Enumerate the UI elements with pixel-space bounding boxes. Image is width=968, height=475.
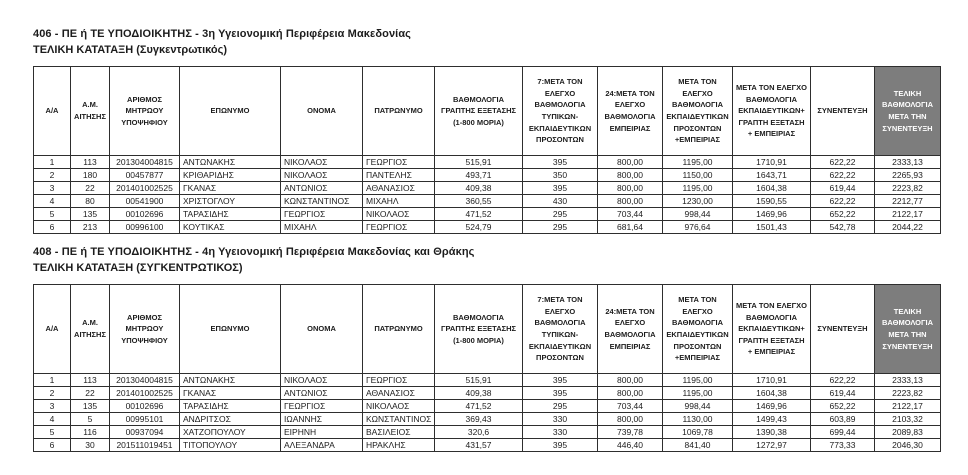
header-row xyxy=(34,67,941,156)
cell-meta-elegxo-grapti-empeirias: 1390,38 xyxy=(733,426,811,439)
cell-meta-elegxo-prosonton-empeirias: 1195,00 xyxy=(663,374,733,387)
column-header-meta-elegxo-typikon: 7:ΜΕΤΑ ΤΟΝ ΕΛΕΓΧΟ ΒΑΘΜΟΛΟΓΙΑ ΤΥΠΙΚΩΝ-ΕΚΠΑΙΔΕΥΤΙΚΩΝ ΠΡΟΣΟΝΤΩΝ xyxy=(523,285,598,374)
cell-am-aitisis: 113 xyxy=(71,156,110,169)
cell-eponymo: ΧΑΤΖΟΠΟΥΛΟΥ xyxy=(180,426,281,439)
ranking-table-406 xyxy=(33,66,941,234)
cell-meta-elegxo-empeirias: 703,44 xyxy=(598,208,663,221)
cell-meta-elegxo-typikon: 330 xyxy=(523,413,598,426)
cell-eponymo: ΑΝΔΡΙΤΣΟΣ xyxy=(180,413,281,426)
cell-teliki-vathmologia: 2046,30 xyxy=(875,439,941,452)
column-header-vathmologia-graptis: ΒΑΘΜΟΛΟΓΙΑ ΓΡΑΠΤΗΣ ΕΞΕΤΑΣΗΣ (1-800 ΜΟΡΙΑ) xyxy=(435,285,523,374)
cell-meta-elegxo-typikon: 295 xyxy=(523,208,598,221)
cell-eponymo: ΤΑΡΑΣΙΔΗΣ xyxy=(180,400,281,413)
section-subtitle-408: ΤΕΛΙΚΗ ΚΑΤΑΤΑΞΗ (ΣΥΓΚΕΝΤΡΩΤΙΚΟΣ) xyxy=(33,262,243,274)
cell-meta-elegxo-grapti-empeirias: 1604,38 xyxy=(733,387,811,400)
column-header-vathmologia-graptis: ΒΑΘΜΟΛΟΓΙΑ ΓΡΑΠΤΗΣ ΕΞΕΤΑΣΗΣ (1-800 ΜΟΡΙΑ) xyxy=(435,67,523,156)
cell-aa: 6 xyxy=(34,221,71,234)
column-header-am-aitisis: Α.Μ. ΑΙΤΗΣΗΣ xyxy=(71,285,110,374)
cell-arithmos-mitroou: 00937094 xyxy=(110,426,180,439)
ranking-table-408 xyxy=(33,284,941,452)
cell-arithmos-mitroou: 201511019451 xyxy=(110,439,180,452)
cell-arithmos-mitroou: 00102696 xyxy=(110,400,180,413)
cell-arithmos-mitroou: 201304004815 xyxy=(110,156,180,169)
cell-patronymo: ΑΘΑΝΑΣΙΟΣ xyxy=(363,387,435,400)
cell-patronymo: ΝΙΚΟΛΑΟΣ xyxy=(363,208,435,221)
cell-patronymo: ΓΕΩΡΓΙΟΣ xyxy=(363,156,435,169)
cell-aa: 3 xyxy=(34,182,71,195)
cell-patronymo: ΜΙΧΑΗΛ xyxy=(363,195,435,208)
column-header-eponymo: ΕΠΩΝΥΜΟ xyxy=(180,285,281,374)
cell-synentefxi: 652,22 xyxy=(811,208,875,221)
cell-arithmos-mitroou: 201401002525 xyxy=(110,387,180,400)
cell-meta-elegxo-typikon: 395 xyxy=(523,374,598,387)
cell-meta-elegxo-prosonton-empeirias: 998,44 xyxy=(663,208,733,221)
cell-meta-elegxo-empeirias: 800,00 xyxy=(598,374,663,387)
cell-meta-elegxo-grapti-empeirias: 1710,91 xyxy=(733,374,811,387)
cell-meta-elegxo-typikon: 395 xyxy=(523,182,598,195)
cell-vathmologia-graptis: 471,52 xyxy=(435,400,523,413)
cell-synentefxi: 622,22 xyxy=(811,374,875,387)
cell-onoma: ΝΙΚΟΛΑΟΣ xyxy=(281,374,363,387)
cell-eponymo: ΓΚΑΝΑΣ xyxy=(180,387,281,400)
cell-meta-elegxo-typikon: 395 xyxy=(523,387,598,400)
cell-onoma: ΓΕΩΡΓΙΟΣ xyxy=(281,400,363,413)
table-row xyxy=(34,374,941,387)
cell-meta-elegxo-empeirias: 800,00 xyxy=(598,195,663,208)
cell-am-aitisis: 22 xyxy=(71,387,110,400)
cell-synentefxi: 603,89 xyxy=(811,413,875,426)
cell-teliki-vathmologia: 2122,17 xyxy=(875,400,941,413)
cell-teliki-vathmologia: 2223,82 xyxy=(875,182,941,195)
cell-onoma: ΝΙΚΟΛΑΟΣ xyxy=(281,156,363,169)
table-row xyxy=(34,169,941,182)
cell-synentefxi: 622,22 xyxy=(811,195,875,208)
ranking-section-408 xyxy=(33,244,968,452)
table-row xyxy=(34,221,941,234)
cell-meta-elegxo-grapti-empeirias: 1469,96 xyxy=(733,400,811,413)
cell-onoma: ΙΩΑΝΝΗΣ xyxy=(281,413,363,426)
cell-arithmos-mitroou: 00995101 xyxy=(110,413,180,426)
cell-aa: 6 xyxy=(34,439,71,452)
cell-am-aitisis: 113 xyxy=(71,374,110,387)
column-header-synentefxi: ΣΥΝΕΝΤΕΥΞΗ xyxy=(811,285,875,374)
cell-am-aitisis: 180 xyxy=(71,169,110,182)
cell-vathmologia-graptis: 524,79 xyxy=(435,221,523,234)
column-header-meta-elegxo-typikon: 7:ΜΕΤΑ ΤΟΝ ΕΛΕΓΧΟ ΒΑΘΜΟΛΟΓΙΑ ΤΥΠΙΚΩΝ-ΕΚΠΑΙΔΕΥΤΙΚΩΝ ΠΡΟΣΟΝΤΩΝ xyxy=(523,67,598,156)
cell-aa: 1 xyxy=(34,156,71,169)
cell-patronymo: ΚΩΝΣΤΑΝΤΙΝΟΣ xyxy=(363,413,435,426)
cell-meta-elegxo-prosonton-empeirias: 1130,00 xyxy=(663,413,733,426)
cell-teliki-vathmologia: 2103,32 xyxy=(875,413,941,426)
column-header-patronymo: ΠΑΤΡΩΝΥΜΟ xyxy=(363,285,435,374)
cell-synentefxi: 652,22 xyxy=(811,400,875,413)
cell-meta-elegxo-grapti-empeirias: 1501,43 xyxy=(733,221,811,234)
column-header-aa: Α/Α xyxy=(34,67,71,156)
cell-vathmologia-graptis: 409,38 xyxy=(435,387,523,400)
cell-meta-elegxo-empeirias: 446,40 xyxy=(598,439,663,452)
cell-synentefxi: 699,44 xyxy=(811,426,875,439)
cell-am-aitisis: 30 xyxy=(71,439,110,452)
cell-aa: 2 xyxy=(34,387,71,400)
cell-aa: 1 xyxy=(34,374,71,387)
cell-eponymo: ΚΡΙΘΑΡΙΔΗΣ xyxy=(180,169,281,182)
cell-patronymo: ΒΑΣΙΛΕΙΟΣ xyxy=(363,426,435,439)
cell-aa: 5 xyxy=(34,208,71,221)
cell-eponymo: ΧΡΙΣΤΟΓΛΟΥ xyxy=(180,195,281,208)
table-row xyxy=(34,426,941,439)
cell-vathmologia-graptis: 409,38 xyxy=(435,182,523,195)
table-row xyxy=(34,195,941,208)
cell-meta-elegxo-empeirias: 800,00 xyxy=(598,169,663,182)
cell-meta-elegxo-prosonton-empeirias: 976,64 xyxy=(663,221,733,234)
cell-arithmos-mitroou: 00996100 xyxy=(110,221,180,234)
cell-meta-elegxo-empeirias: 800,00 xyxy=(598,413,663,426)
cell-onoma: ΑΝΤΩΝΙΟΣ xyxy=(281,182,363,195)
cell-meta-elegxo-typikon: 295 xyxy=(523,400,598,413)
column-header-teliki-vathmologia: ΤΕΛΙΚΗ ΒΑΘΜΟΛΟΓΙΑ ΜΕΤΑ ΤΗΝ ΣΥΝΕΝΤΕΥΞΗ xyxy=(875,67,941,156)
cell-vathmologia-graptis: 431,57 xyxy=(435,439,523,452)
table-row xyxy=(34,182,941,195)
cell-aa: 3 xyxy=(34,400,71,413)
column-header-meta-elegxo-grapti-empeirias: ΜΕΤΑ ΤΟΝ ΕΛΕΓΧΟ ΒΑΘΜΟΛΟΓΙΑ ΕΚΠΑΙΔΕΥΤΙΚΩΝ+ ΓΡΑΠΤΗ ΕΞΕΤΑΣΗ + ΕΜΠΕΙΡΙΑΣ xyxy=(733,285,811,374)
cell-meta-elegxo-empeirias: 800,00 xyxy=(598,387,663,400)
cell-vathmologia-graptis: 515,91 xyxy=(435,156,523,169)
cell-synentefxi: 622,22 xyxy=(811,169,875,182)
cell-teliki-vathmologia: 2333,13 xyxy=(875,374,941,387)
cell-patronymo: ΠΑΝΤΕΛΗΣ xyxy=(363,169,435,182)
cell-synentefxi: 622,22 xyxy=(811,156,875,169)
cell-meta-elegxo-prosonton-empeirias: 1069,78 xyxy=(663,426,733,439)
cell-teliki-vathmologia: 2212,77 xyxy=(875,195,941,208)
cell-am-aitisis: 135 xyxy=(71,400,110,413)
cell-eponymo: ΑΝΤΩΝΑΚΗΣ xyxy=(180,374,281,387)
table-row xyxy=(34,413,941,426)
cell-meta-elegxo-prosonton-empeirias: 1195,00 xyxy=(663,387,733,400)
cell-meta-elegxo-grapti-empeirias: 1643,71 xyxy=(733,169,811,182)
cell-eponymo: ΤΑΡΑΣΙΔΗΣ xyxy=(180,208,281,221)
cell-meta-elegxo-typikon: 395 xyxy=(523,156,598,169)
cell-meta-elegxo-empeirias: 703,44 xyxy=(598,400,663,413)
table-row xyxy=(34,387,941,400)
cell-meta-elegxo-grapti-empeirias: 1272,97 xyxy=(733,439,811,452)
cell-meta-elegxo-empeirias: 681,64 xyxy=(598,221,663,234)
cell-onoma: ΓΕΩΡΓΙΟΣ xyxy=(281,208,363,221)
cell-aa: 4 xyxy=(34,413,71,426)
cell-meta-elegxo-prosonton-empeirias: 1230,00 xyxy=(663,195,733,208)
column-header-teliki-vathmologia: ΤΕΛΙΚΗ ΒΑΘΜΟΛΟΓΙΑ ΜΕΤΑ ΤΗΝ ΣΥΝΕΝΤΕΥΞΗ xyxy=(875,285,941,374)
cell-patronymo: ΝΙΚΟΛΑΟΣ xyxy=(363,400,435,413)
cell-meta-elegxo-prosonton-empeirias: 841,40 xyxy=(663,439,733,452)
cell-vathmologia-graptis: 493,71 xyxy=(435,169,523,182)
cell-onoma: ΚΩΝΣΤΑΝΤΙΝΟΣ xyxy=(281,195,363,208)
cell-vathmologia-graptis: 471,52 xyxy=(435,208,523,221)
cell-meta-elegxo-prosonton-empeirias: 1195,00 xyxy=(663,182,733,195)
column-header-eponymo: ΕΠΩΝΥΜΟ xyxy=(180,67,281,156)
cell-arithmos-mitroou: 00102696 xyxy=(110,208,180,221)
cell-meta-elegxo-prosonton-empeirias: 998,44 xyxy=(663,400,733,413)
cell-patronymo: ΗΡΑΚΛΗΣ xyxy=(363,439,435,452)
cell-aa: 4 xyxy=(34,195,71,208)
cell-meta-elegxo-typikon: 330 xyxy=(523,426,598,439)
column-header-arithmos-mitroou: ΑΡΙΘΜΟΣ ΜΗΤΡΩΟΥ ΥΠΟΨΗΦΙΟΥ xyxy=(110,67,180,156)
cell-synentefxi: 619,44 xyxy=(811,182,875,195)
cell-meta-elegxo-grapti-empeirias: 1499,43 xyxy=(733,413,811,426)
cell-vathmologia-graptis: 360,55 xyxy=(435,195,523,208)
cell-synentefxi: 619,44 xyxy=(811,387,875,400)
cell-onoma: ΕΙΡΗΝΗ xyxy=(281,426,363,439)
cell-meta-elegxo-grapti-empeirias: 1469,96 xyxy=(733,208,811,221)
cell-synentefxi: 542,78 xyxy=(811,221,875,234)
cell-teliki-vathmologia: 2333,13 xyxy=(875,156,941,169)
cell-aa: 2 xyxy=(34,169,71,182)
table-row xyxy=(34,156,941,169)
cell-meta-elegxo-typikon: 350 xyxy=(523,169,598,182)
column-header-patronymo: ΠΑΤΡΩΝΥΜΟ xyxy=(363,67,435,156)
cell-meta-elegxo-grapti-empeirias: 1604,38 xyxy=(733,182,811,195)
column-header-am-aitisis: Α.Μ. ΑΙΤΗΣΗΣ xyxy=(71,67,110,156)
column-header-onoma: ΟΝΟΜΑ xyxy=(281,67,363,156)
cell-meta-elegxo-typikon: 430 xyxy=(523,195,598,208)
cell-eponymo: ΑΝΤΩΝΑΚΗΣ xyxy=(180,156,281,169)
cell-meta-elegxo-typikon: 295 xyxy=(523,221,598,234)
column-header-arithmos-mitroou: ΑΡΙΘΜΟΣ ΜΗΤΡΩΟΥ ΥΠΟΨΗΦΙΟΥ xyxy=(110,285,180,374)
cell-vathmologia-graptis: 515,91 xyxy=(435,374,523,387)
cell-eponymo: ΚΟΥΤΙΚΑΣ xyxy=(180,221,281,234)
cell-arithmos-mitroou: 00457877 xyxy=(110,169,180,182)
header-row xyxy=(34,285,941,374)
cell-teliki-vathmologia: 2223,82 xyxy=(875,387,941,400)
cell-meta-elegxo-prosonton-empeirias: 1150,00 xyxy=(663,169,733,182)
cell-vathmologia-graptis: 369,43 xyxy=(435,413,523,426)
cell-am-aitisis: 213 xyxy=(71,221,110,234)
section-title-408: 408 - ΠΕ ή ΤΕ ΥΠΟΔΙΟΙΚΗΤΗΣ - 4η Υγειονομική Περιφέρεια Μακεδονίας και Θράκης xyxy=(33,246,475,258)
cell-meta-elegxo-typikon: 395 xyxy=(523,439,598,452)
cell-onoma: ΝΙΚΟΛΑΟΣ xyxy=(281,169,363,182)
table-row xyxy=(34,208,941,221)
cell-am-aitisis: 135 xyxy=(71,208,110,221)
column-header-onoma: ΟΝΟΜΑ xyxy=(281,285,363,374)
cell-vathmologia-graptis: 320,6 xyxy=(435,426,523,439)
ranking-section-406 xyxy=(33,26,968,234)
table-row xyxy=(34,439,941,452)
cell-meta-elegxo-grapti-empeirias: 1710,91 xyxy=(733,156,811,169)
cell-teliki-vathmologia: 2265,93 xyxy=(875,169,941,182)
cell-aa: 5 xyxy=(34,426,71,439)
cell-patronymo: ΑΘΑΝΑΣΙΟΣ xyxy=(363,182,435,195)
cell-meta-elegxo-empeirias: 800,00 xyxy=(598,182,663,195)
cell-patronymo: ΓΕΩΡΓΙΟΣ xyxy=(363,221,435,234)
column-header-aa: Α/Α xyxy=(34,285,71,374)
column-header-meta-elegxo-empeirias: 24:ΜΕΤΑ ΤΟΝ ΕΛΕΓΧΟ ΒΑΘΜΟΛΟΓΙΑ ΕΜΠΕΙΡΙΑΣ xyxy=(598,67,663,156)
cell-synentefxi: 773,33 xyxy=(811,439,875,452)
cell-arithmos-mitroou: 00541900 xyxy=(110,195,180,208)
cell-onoma: ΑΝΤΩΝΙΟΣ xyxy=(281,387,363,400)
cell-onoma: ΑΛΕΞΑΝΔΡΑ xyxy=(281,439,363,452)
section-subtitle-406: ΤΕΛΙΚΗ ΚΑΤΑΤΑΞΗ (Συγκεντρωτικός) xyxy=(33,44,228,56)
cell-am-aitisis: 22 xyxy=(71,182,110,195)
column-header-meta-elegxo-empeirias: 24:ΜΕΤΑ ΤΟΝ ΕΛΕΓΧΟ ΒΑΘΜΟΛΟΓΙΑ ΕΜΠΕΙΡΙΑΣ xyxy=(598,285,663,374)
cell-arithmos-mitroou: 201304004815 xyxy=(110,374,180,387)
cell-am-aitisis: 116 xyxy=(71,426,110,439)
cell-teliki-vathmologia: 2122,17 xyxy=(875,208,941,221)
cell-meta-elegxo-empeirias: 800,00 xyxy=(598,156,663,169)
cell-am-aitisis: 5 xyxy=(71,413,110,426)
cell-meta-elegxo-empeirias: 739,78 xyxy=(598,426,663,439)
table-row xyxy=(34,400,941,413)
cell-teliki-vathmologia: 2044,22 xyxy=(875,221,941,234)
section-title-406: 406 - ΠΕ ή ΤΕ ΥΠΟΔΙΟΙΚΗΤΗΣ - 3η Υγειονομική Περιφέρεια Μακεδονίας xyxy=(33,28,412,40)
column-header-meta-elegxo-prosonton-empeirias: ΜΕΤΑ ΤΟΝ ΕΛΕΓΧΟ ΒΑΘΜΟΛΟΓΙΑ ΕΚΠΑΙΔΕΥΤΙΚΩΝ ΠΡΟΣΟΝΤΩΝ +ΕΜΠΕΙΡΙΑΣ xyxy=(663,285,733,374)
cell-teliki-vathmologia: 2089,83 xyxy=(875,426,941,439)
cell-meta-elegxo-grapti-empeirias: 1590,55 xyxy=(733,195,811,208)
cell-onoma: ΜΙΧΑΗΛ xyxy=(281,221,363,234)
column-header-synentefxi: ΣΥΝΕΝΤΕΥΞΗ xyxy=(811,67,875,156)
cell-am-aitisis: 80 xyxy=(71,195,110,208)
cell-meta-elegxo-prosonton-empeirias: 1195,00 xyxy=(663,156,733,169)
cell-eponymo: ΓΚΑΝΑΣ xyxy=(180,182,281,195)
column-header-meta-elegxo-prosonton-empeirias: ΜΕΤΑ ΤΟΝ ΕΛΕΓΧΟ ΒΑΘΜΟΛΟΓΙΑ ΕΚΠΑΙΔΕΥΤΙΚΩΝ ΠΡΟΣΟΝΤΩΝ +ΕΜΠΕΙΡΙΑΣ xyxy=(663,67,733,156)
column-header-meta-elegxo-grapti-empeirias: ΜΕΤΑ ΤΟΝ ΕΛΕΓΧΟ ΒΑΘΜΟΛΟΓΙΑ ΕΚΠΑΙΔΕΥΤΙΚΩΝ+ ΓΡΑΠΤΗ ΕΞΕΤΑΣΗ + ΕΜΠΕΙΡΙΑΣ xyxy=(733,67,811,156)
cell-eponymo: ΤΙΤΟΠΟΥΛΟΥ xyxy=(180,439,281,452)
cell-patronymo: ΓΕΩΡΓΙΟΣ xyxy=(363,374,435,387)
cell-arithmos-mitroou: 201401002525 xyxy=(110,182,180,195)
